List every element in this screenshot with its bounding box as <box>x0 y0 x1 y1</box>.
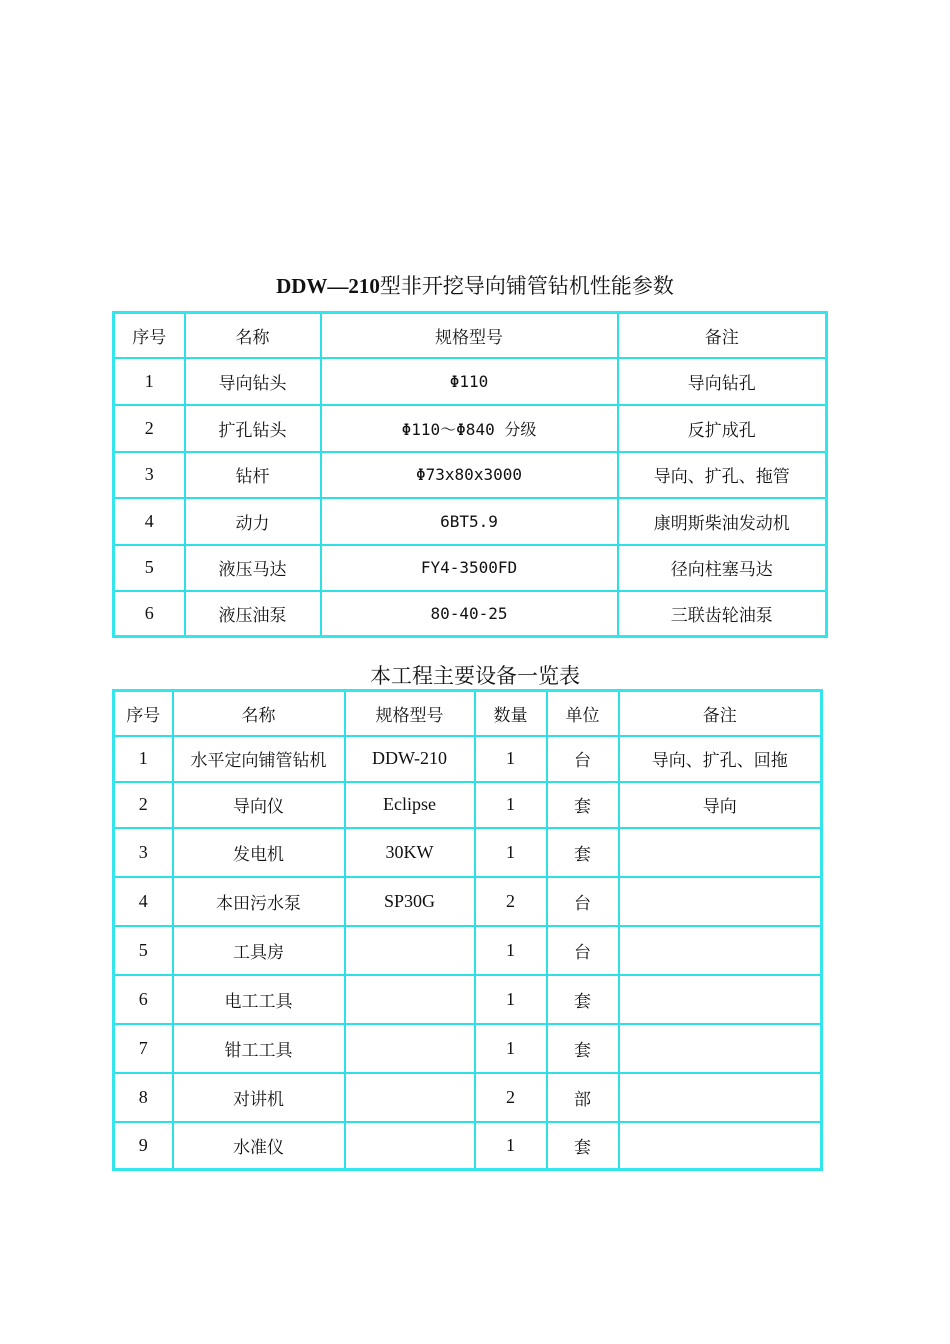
cell: 1 <box>475 926 547 975</box>
table-row <box>114 405 827 452</box>
cell <box>345 1073 475 1122</box>
cell: 6BT5.9 <box>321 498 618 545</box>
table-row <box>114 1122 822 1170</box>
cell: 6 <box>114 591 185 637</box>
table-row <box>114 926 822 975</box>
cell: 4 <box>114 877 173 926</box>
header-cell: 备注 <box>619 691 822 736</box>
cell <box>345 1122 475 1170</box>
cell <box>619 1073 822 1122</box>
cell <box>619 877 822 926</box>
cell: 导向仪 <box>173 782 345 828</box>
table-row <box>114 358 827 405</box>
table-row <box>114 782 822 828</box>
cell: 1 <box>114 736 173 782</box>
cell: 5 <box>114 926 173 975</box>
cell <box>345 926 475 975</box>
table2-title: 本工程主要设备一览表 <box>370 664 580 688</box>
cell: 导向、扩孔、拖管 <box>618 452 827 498</box>
header-cell: 名称 <box>173 691 345 736</box>
cell: 套 <box>547 782 619 828</box>
cell: 1 <box>475 1024 547 1073</box>
cell: 台 <box>547 736 619 782</box>
cell: 液压马达 <box>185 545 321 591</box>
cell: 动力 <box>185 498 321 545</box>
cell: 7 <box>114 1024 173 1073</box>
cell <box>619 926 822 975</box>
cell: 部 <box>547 1073 619 1122</box>
cell <box>619 1122 822 1170</box>
cell: Φ110～Φ840 分级 <box>321 405 618 452</box>
cell: 80-40-25 <box>321 591 618 637</box>
cell: 2 <box>114 405 185 452</box>
cell: 导向钻孔 <box>618 358 827 405</box>
cell: 对讲机 <box>173 1073 345 1122</box>
cell: Eclipse <box>345 782 475 828</box>
cell: 导向、扩孔、回拖 <box>619 736 822 782</box>
table-header-row <box>114 313 827 358</box>
cell: 扩孔钻头 <box>185 405 321 452</box>
cell: Φ110 <box>321 358 618 405</box>
header-cell: 数量 <box>475 691 547 736</box>
cell: 套 <box>547 1122 619 1170</box>
cell: 30KW <box>345 828 475 877</box>
cell: 1 <box>475 736 547 782</box>
cell <box>619 975 822 1024</box>
table-row <box>114 452 827 498</box>
cell <box>619 1024 822 1073</box>
header-cell: 名称 <box>185 313 321 358</box>
cell: 2 <box>475 877 547 926</box>
cell: 9 <box>114 1122 173 1170</box>
cell: 2 <box>475 1073 547 1122</box>
cell: 台 <box>547 877 619 926</box>
table1-title-text: 型非开挖导向铺管钻机性能参数 <box>379 274 674 298</box>
cell: 康明斯柴油发动机 <box>618 498 827 545</box>
table-row <box>114 877 822 926</box>
cell: 4 <box>114 498 185 545</box>
header-cell: 单位 <box>547 691 619 736</box>
cell: SP30G <box>345 877 475 926</box>
cell: 5 <box>114 545 185 591</box>
table1-title-model: DDW—210 <box>276 274 380 298</box>
cell: 发电机 <box>173 828 345 877</box>
equipment-list-table <box>112 689 823 1171</box>
cell: 套 <box>547 1024 619 1073</box>
table-row <box>114 975 822 1024</box>
table-row <box>114 545 827 591</box>
cell: 8 <box>114 1073 173 1122</box>
cell <box>619 828 822 877</box>
table-row <box>114 1073 822 1122</box>
cell: 电工工具 <box>173 975 345 1024</box>
header-cell: 备注 <box>618 313 827 358</box>
cell: FY4-3500FD <box>321 545 618 591</box>
cell: 反扩成孔 <box>618 405 827 452</box>
header-cell: 规格型号 <box>345 691 475 736</box>
cell: 1 <box>475 975 547 1024</box>
cell: 液压油泵 <box>185 591 321 637</box>
cell: 台 <box>547 926 619 975</box>
header-cell: 规格型号 <box>321 313 618 358</box>
cell: 三联齿轮油泵 <box>618 591 827 637</box>
cell: 导向 <box>619 782 822 828</box>
table-row <box>114 828 822 877</box>
cell: 1 <box>475 828 547 877</box>
cell: 1 <box>475 782 547 828</box>
cell: 套 <box>547 975 619 1024</box>
cell <box>345 975 475 1024</box>
cell: 工具房 <box>173 926 345 975</box>
cell: 3 <box>114 452 185 498</box>
cell: 导向钻头 <box>185 358 321 405</box>
cell: 1 <box>114 358 185 405</box>
cell: 本田污水泵 <box>173 877 345 926</box>
table-row <box>114 736 822 782</box>
cell: 径向柱塞马达 <box>618 545 827 591</box>
cell: DDW-210 <box>345 736 475 782</box>
table-row <box>114 1024 822 1073</box>
cell: 钳工工具 <box>173 1024 345 1073</box>
cell: 水准仪 <box>173 1122 345 1170</box>
table-header-row <box>114 691 822 736</box>
cell: 钻杆 <box>185 452 321 498</box>
header-cell: 序号 <box>114 691 173 736</box>
header-cell: 序号 <box>114 313 185 358</box>
cell <box>345 1024 475 1073</box>
cell: 套 <box>547 828 619 877</box>
cell: 水平定向铺管钻机 <box>173 736 345 782</box>
cell: Φ73x80x3000 <box>321 452 618 498</box>
cell: 1 <box>475 1122 547 1170</box>
cell: 2 <box>114 782 173 828</box>
table-row <box>114 498 827 545</box>
table1-title <box>0 270 950 302</box>
cell: 3 <box>114 828 173 877</box>
cell: 6 <box>114 975 173 1024</box>
table-row <box>114 591 827 637</box>
drill-spec-table <box>112 311 828 638</box>
